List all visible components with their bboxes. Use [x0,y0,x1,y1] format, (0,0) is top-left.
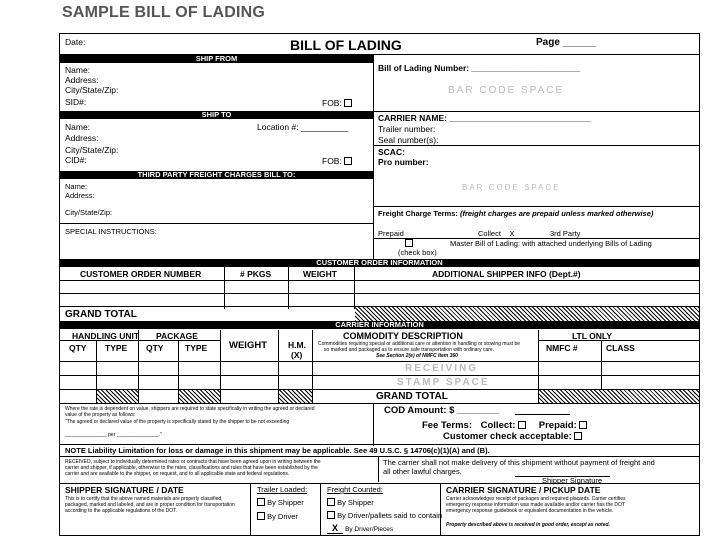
ship-to-header: SHIP TO [60,111,373,119]
table-row [60,375,699,376]
shaded-area [355,307,699,321]
third-party-address[interactable]: Address: [65,191,95,200]
divider [60,403,699,404]
ltl-only-header: LTL ONLY [572,331,612,341]
special-instructions[interactable]: SPECIAL INSTRUCTIONS: [65,227,157,236]
customer-order-header: CUSTOMER ORDER INFORMATION [60,259,699,267]
col-hm: H.M. [288,340,306,350]
received-text: carrier and are available to the shipper, on request, and to all applicable state and federal regulations. [65,471,290,477]
master-bol-label: Master Bill of Lading: with attached underlying Bills of Lading [450,239,652,248]
seal-numbers[interactable]: Seal number(s): [378,135,439,145]
bill-of-lading-form [59,33,700,536]
divider [138,330,139,403]
customer-grand-total: GRAND TOTAL [65,309,137,320]
shipper-certify-text: packaged, marked and labeled, and are in proper condition for transportation [65,502,235,508]
divider [224,267,225,309]
no-delivery-text: all other lawful charges. [383,467,462,476]
no-delivery-text: The carrier shall not make delivery of this shipment without payment of freight and [383,458,655,467]
carrier-ack-text: emergency response guidebook or equivalent documentation in the vehicle. [446,508,614,514]
by-shipper-label: By Shipper [337,498,374,507]
commodity-note: Commodities requiring special or additional care or attention in handling or stowing must be [318,341,521,347]
bol-number-field[interactable]: Bill of Lading Number: _______________________ [378,63,581,73]
ship-to-fob[interactable] [322,156,352,166]
divider [60,223,373,224]
shipper-certify-text: This is to certify that the above named materials are properly classified, [65,496,223,502]
divider [354,267,355,309]
col-hu-type: TYPE [105,343,128,353]
liability-note: NOTE Liability Limitation for loss or damage in this shipment may be applicable. See 49 U.S.C. § 14706(c)(1)(A) and (B). [65,446,490,455]
pieces-mark: X [327,524,343,534]
page-title: SAMPLE BILL OF LADING [62,4,266,21]
fee-terms-label: Fee Terms: [422,420,472,431]
customer-check-label: Customer check acceptable: [443,431,572,442]
carrier-signature-title[interactable]: CARRIER SIGNATURE / PICKUP DATE [446,485,601,495]
declared-value-field[interactable]: _______________ per _______________." [65,432,162,438]
third-party-option[interactable]: 3rd Party [550,229,581,238]
by-driver-pallets-label: By Driver/pallets said to contain [337,511,443,520]
date-label: Date: [65,37,86,47]
fee-terms [422,421,587,431]
freight-counted-title: Freight Counted: [327,485,383,494]
carrier-grand-total: GRAND TOTAL [376,391,448,402]
scac[interactable]: SCAC: [378,147,405,157]
ship-to-address[interactable]: Address: [65,133,99,143]
ship-from-fob[interactable] [322,98,352,108]
barcode-space: BAR CODE SPACE [462,183,561,192]
divider [373,111,699,112]
third-party-name[interactable]: Name: [65,182,88,191]
handling-unit-header: HANDLING UNIT [72,331,140,341]
divider [373,54,374,259]
divider [373,206,699,207]
divider [288,267,289,309]
ship-from-sid[interactable]: SID#: [65,97,87,107]
cod-amount-field[interactable]: COD Amount: $ ________ [384,405,500,416]
col-hu-qty: QTY [69,343,87,353]
ship-from-city[interactable]: City/State/Zip: [65,85,119,95]
trailer-number[interactable]: Trailer number: [378,124,436,134]
pro-number[interactable]: Pro number: [378,157,429,167]
commodity-note: so marked and packaged as to ensure safe transportation with ordinary care. [324,347,495,353]
collect-label: Collect [478,229,501,238]
trailer-loaded-title: Trailer Loaded: [257,485,308,494]
counted-by-shipper[interactable] [327,498,374,507]
package-header: PACKAGE [156,331,198,341]
divider [60,483,699,484]
col-customer-order-number: CUSTOMER ORDER NUMBER [80,269,202,279]
page-number-field[interactable]: Page ______ [536,37,597,48]
divider [373,145,699,146]
shipper-signature-title[interactable]: SHIPPER SIGNATURE / DATE [65,485,184,495]
divider [60,444,699,445]
divider [60,340,220,341]
receiving-stamp-space: RECEIVING [405,363,479,374]
commodity-header: COMMODITY DESCRIPTION [343,331,463,341]
shipper-certify-text: according to the applicable regulations of the DOT. [65,508,178,514]
checkbox-icon[interactable] [574,432,582,440]
col-pkgs: # PKGS [240,269,272,279]
freight-terms-note: (freight charges are prepaid unless marked otherwise) [459,209,654,218]
divider [320,483,321,535]
divider [378,456,379,482]
divider [373,403,374,446]
declared-value-text: Where the rate is dependent on value, shippers are required to state specifically in writing the agreed or declared [65,406,315,412]
col-hm-x: (X) [291,350,303,360]
collect-mark: X [503,229,521,239]
receiving-stamp-space: STAMP SPACE [397,377,490,388]
doc-title: BILL OF LADING [290,37,402,53]
trailer-by-shipper[interactable] [257,498,304,507]
checkbox-icon[interactable] [405,239,413,247]
divider [312,330,313,403]
table-row [60,280,699,281]
fob-label: FOB: [322,98,342,108]
customer-check [443,432,582,442]
shaded-cell [97,390,138,403]
by-shipper-label: By Shipper [267,498,304,507]
carrier-ack-text: emergency response information was made available and/or carrier has the DOT [446,502,625,508]
checkbox-icon[interactable] [579,421,587,429]
freight-terms-label: Freight Charge Terms: [378,209,458,218]
checkbox-icon[interactable] [257,498,265,506]
col-pkg-qty: QTY [146,343,164,353]
table-row [60,293,699,294]
prepaid-option[interactable]: Prepaid [378,229,404,238]
ship-from-address[interactable]: Address: [65,75,99,85]
ship-to-city[interactable]: City/State/Zip: [65,145,119,155]
ship-to-name[interactable]: Name: [65,122,91,132]
checkbox-icon[interactable] [518,421,526,429]
third-party-city[interactable]: City/State/Zip: [65,208,113,217]
col-class: CLASS [606,343,635,353]
master-bol-checkbox[interactable] [405,239,413,248]
freight-charge-terms [378,209,696,218]
third-party-header: THIRD PARTY FREIGHT CHARGES BILL TO: [60,171,373,179]
checkbox-icon[interactable] [344,157,352,165]
checkbox-icon[interactable] [327,511,335,519]
declared-value-text: "The agreed or declared value of the property is specifically stated by the shipper to be not exceeding [65,419,290,425]
col-nmfc: NMFC # [546,343,578,353]
divider [538,340,699,341]
by-driver-pieces-label: By Driver/Pieces [345,526,394,533]
received-text: carrier and shipper, if applicable, otherwise to the rates, classifications and rules that have been established by the [65,465,318,471]
carrier-received-note: Property described above is received in good order, except as noted. [446,522,610,528]
ship-to-cid[interactable]: CID#: [65,155,87,165]
col-weight: WEIGHT [303,269,337,279]
col-additional-info: ADDITIONAL SHIPPER INFO (Dept.#) [432,269,581,279]
carrier-name-field[interactable]: CARRIER NAME: ______________________________ [378,113,592,123]
cod-amount-line [515,414,570,415]
fee-prepaid-label: Prepaid: [538,420,577,431]
ship-from-header: SHIP FROM [60,55,373,63]
divider [440,483,441,535]
trailer-by-driver[interactable] [257,512,298,521]
table-row [60,361,699,362]
shaded-cell [279,390,312,403]
divider [250,483,251,535]
col-pkg-type: TYPE [185,343,208,353]
checkbox-icon[interactable] [257,512,265,520]
shaded-cell [179,390,220,403]
col-weight: WEIGHT [229,340,267,351]
carrier-info-header: CARRIER INFORMATION [60,321,699,329]
check-box-label: (check box) [398,248,437,257]
carrier-ack-text: Carrier acknowledges receipt of packages and required placards. Carrier certifies [446,496,626,502]
divider [60,456,699,457]
counted-by-driver-pieces[interactable] [327,524,393,534]
ship-from-name[interactable]: Name: [65,65,91,75]
declared-value-text: value of the property as follows: [65,412,136,418]
fee-collect-label: Collect: [480,420,516,431]
received-text: RECEIVED, subject to individually determined rates or contracts that have been agreed upon in writing between the [65,459,321,465]
shipper-signature-label[interactable]: Shipper Signature [542,476,603,485]
by-driver-label: By Driver [267,512,298,521]
checkbox-icon[interactable] [344,99,352,107]
fob-label: FOB: [322,156,342,166]
checkbox-icon[interactable] [327,498,335,506]
shaded-cell [539,390,699,403]
commodity-note: See Section 2(e) of NMFC Item 360 [376,353,458,359]
divider [220,330,221,403]
ship-to-location[interactable]: Location #: __________ [257,122,349,132]
counted-by-driver-pallets[interactable] [327,511,442,520]
barcode-space: BAR CODE SPACE [448,85,565,96]
